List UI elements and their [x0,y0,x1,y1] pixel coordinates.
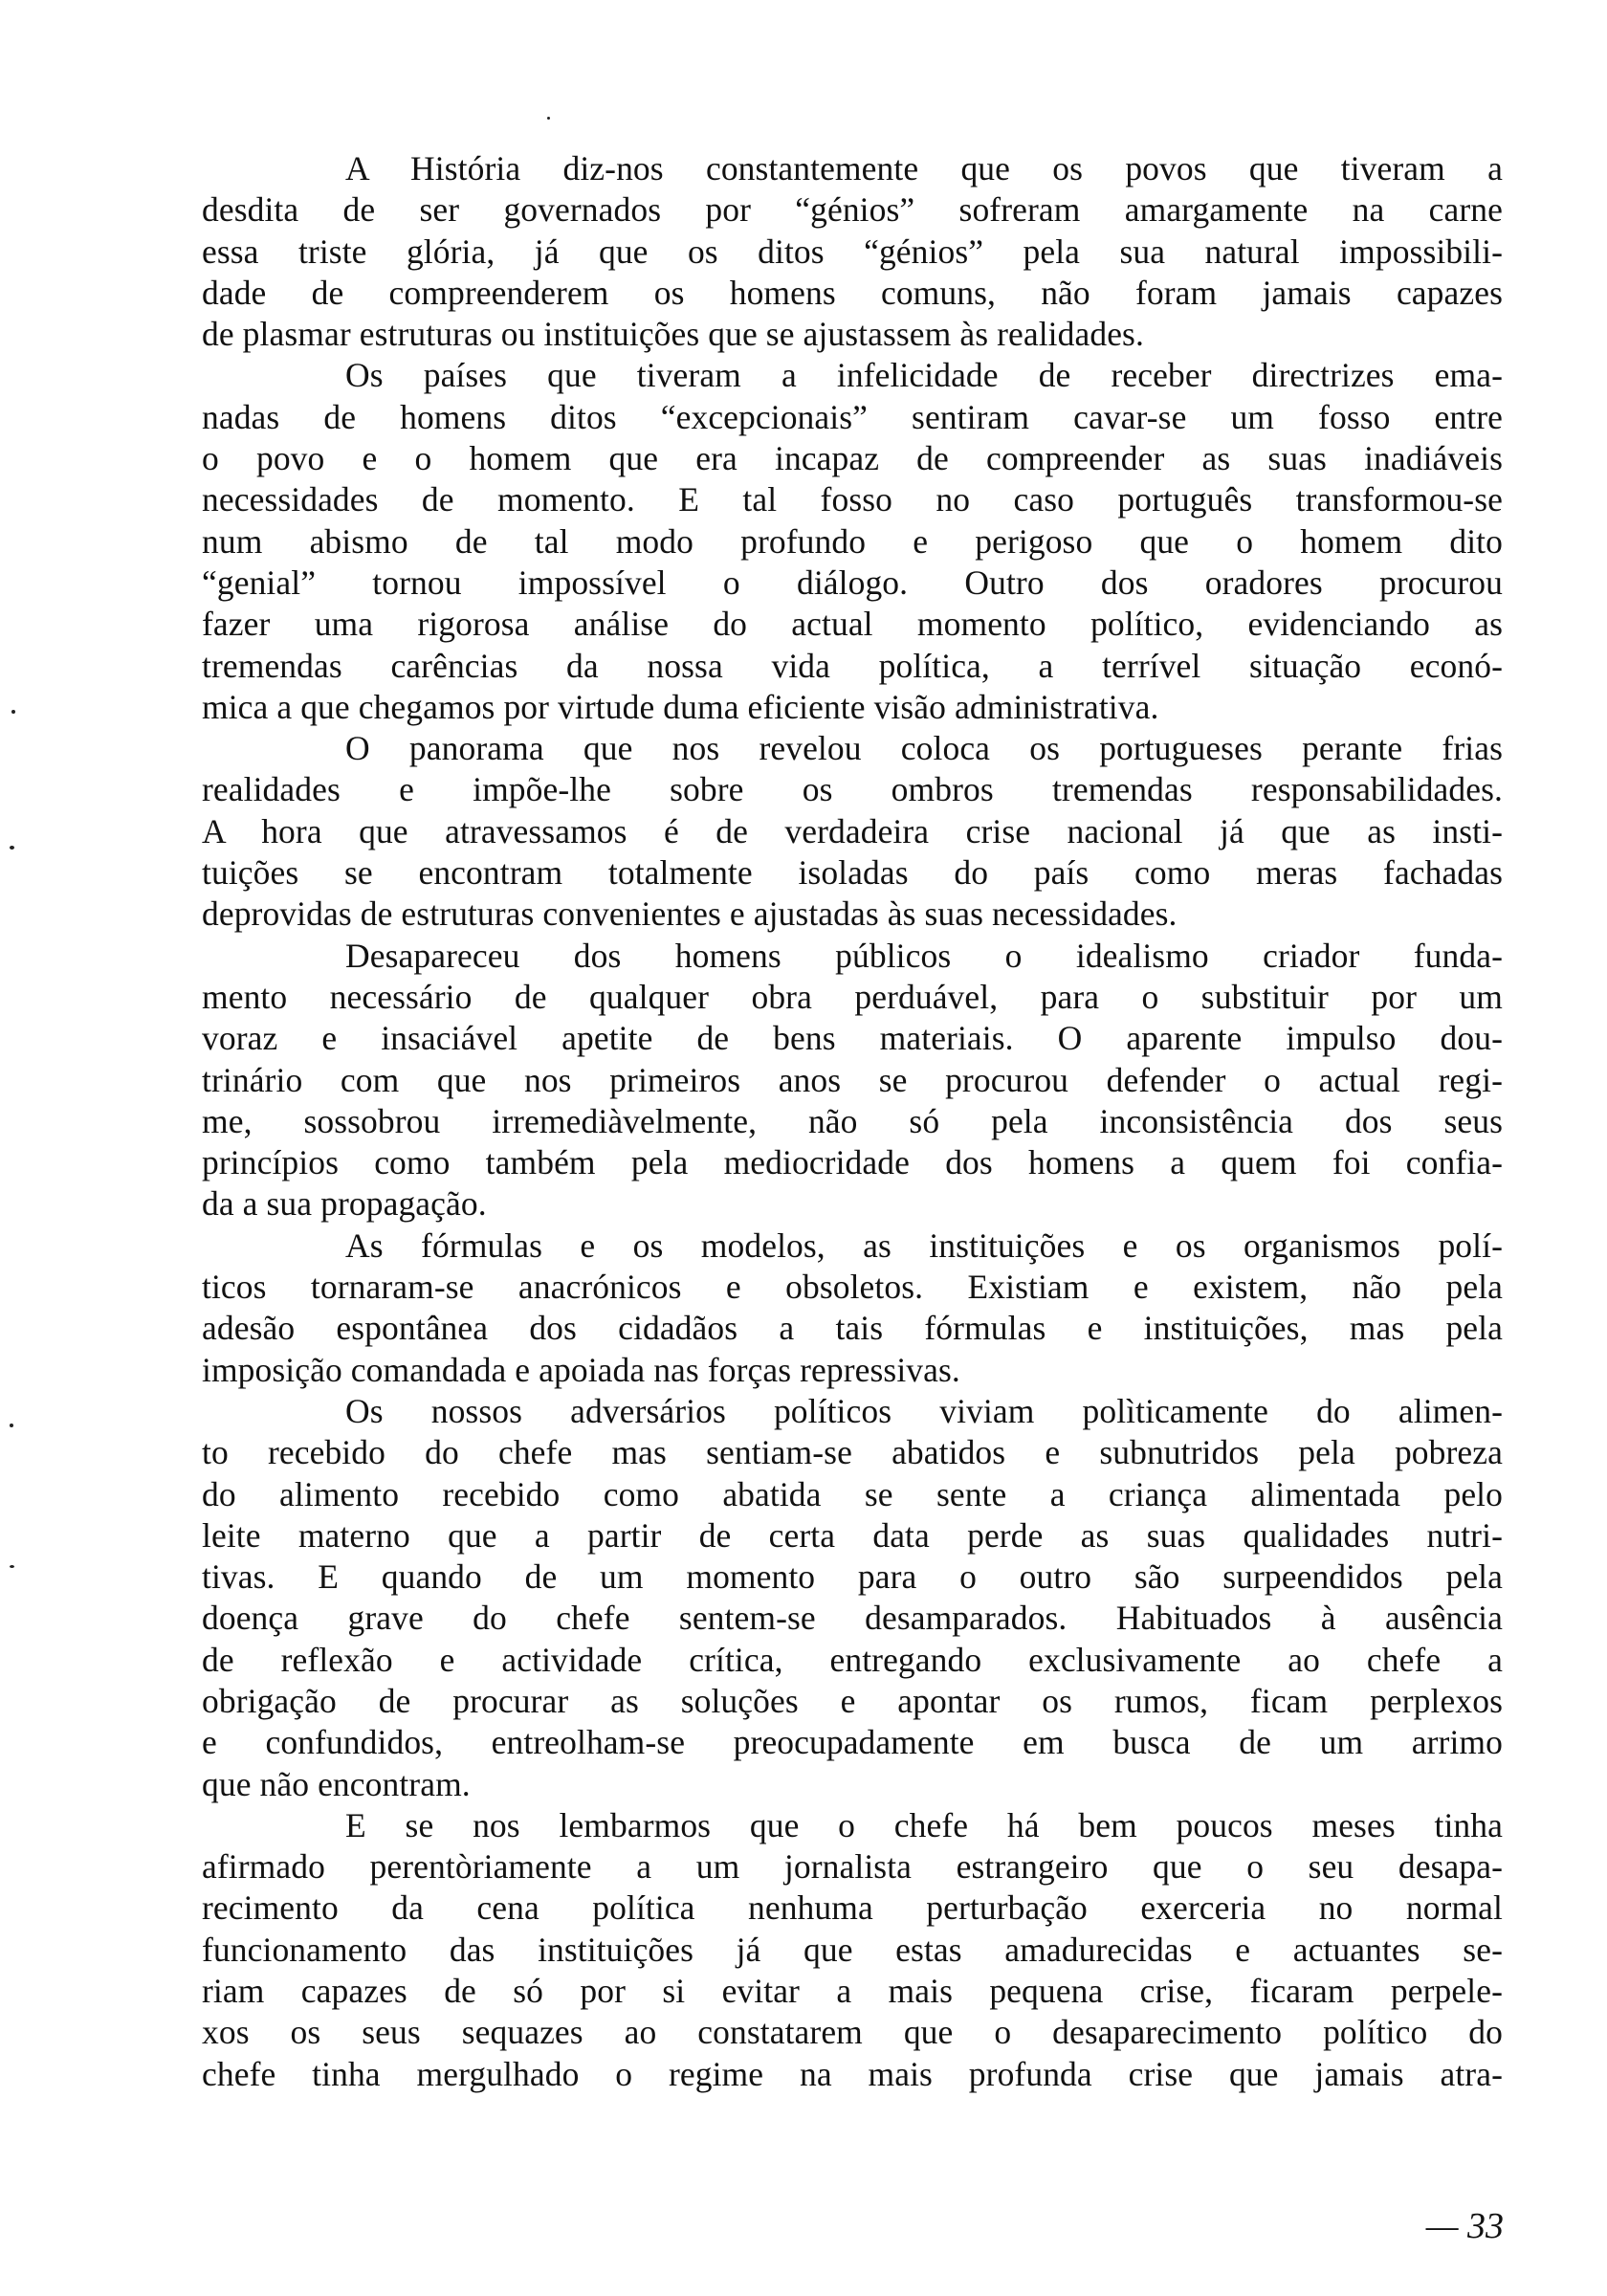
text-line: realidades e impõe-lhe sobre os ombros tremendas responsabilidades. [202,770,1503,809]
scan-speck [547,117,550,120]
text-line: me, sossobrou irremediàvelmente, não só pela inconsistência dos seus [202,1101,1503,1140]
text-line: de plasmar estruturas ou instituições que se ajustassem às realidades. [202,315,1144,354]
text-line: o povo e o homem que era incapaz de compreender as suas inadiáveis [202,439,1503,478]
text-line: afirmado perentòriamente a um jornalista estrangeiro que o seu desapa- [202,1847,1503,1887]
body-text [202,148,1503,2095]
text-line: obrigação de procurar as soluções e apontar os rumos, ficam perplexos [202,1681,1503,1720]
text-line: tuições se encontram totalmente isoladas do país como meras fachadas [202,853,1503,893]
text-line: deprovidas de estruturas convenientes e ajustadas às suas necessidades. [202,894,1178,934]
scan-speck [10,1424,13,1427]
scan-speck [10,1565,14,1568]
text-line: “genial” tornou impossível o diálogo. Outro dos oradores procurou [202,563,1503,602]
text-line: imposição comandada e apoiada nas forças repressivas. [202,1350,960,1389]
text-line: mica a que chegamos por virtude duma eficiente visão administrativa. [202,687,1159,726]
text-line: riam capazes de só por si evitar a mais pequena crise, ficaram perpele- [202,1972,1503,2011]
page-number: — 33 [1425,2206,1504,2246]
text-line: A História diz-nos constantemente que os povos que tiveram a [345,149,1503,188]
text-line: desdita de ser governados por “génios” sofreram amargamente na carne [202,190,1503,230]
text-line: essa triste glória, já que os ditos “génios” pela sua natural impossibili- [202,232,1503,271]
text-line: do alimento recebido como abatida se sente a criança alimentada pelo [202,1474,1503,1513]
text-line: mento necessário de qualquer obra perduável, para o substituir por um [202,977,1503,1016]
scan-speck [11,710,15,714]
text-line: Os países que tiveram a infelicidade de receber directrizes ema- [345,356,1503,395]
text-line: Os nossos adversários políticos viviam polìticamente do alimen- [345,1391,1503,1430]
text-line: Desapareceu dos homens públicos o idealismo criador funda- [345,936,1503,975]
text-line: tremendas carências da nossa vida política, a terrível situação econó- [202,646,1503,685]
text-line: adesão espontânea dos cidadãos a tais fórmulas e instituições, mas pela [202,1309,1503,1348]
text-line: da a sua propagação. [202,1184,487,1224]
text-line: dade de compreenderem os homens comuns, não foram jamais capazes [202,273,1503,312]
text-line: O panorama que nos revelou coloca os portugueses perante frias [345,729,1503,768]
text-line: recimento da cena política nenhuma perturbação exerceria no normal [202,1888,1503,1928]
text-line: funcionamento das instituições já que estas amadurecidas e actuantes se- [202,1930,1503,1969]
text-line: ticos tornaram-se anacrónicos e obsoletos. Existiam e existem, não pela [202,1268,1503,1307]
text-line: xos os seus sequazes ao constatarem que o desaparecimento político do [202,2013,1503,2052]
text-line: voraz e insaciável apetite de bens materiais. O aparente impulso dou- [202,1019,1503,1058]
text-line: que não encontram. [202,1764,471,1803]
text-line: de reflexão e actividade crítica, entregando exclusivamente ao chefe a [202,1640,1503,1679]
text-line: A hora que atravessamos é de verdadeira crise nacional já que as insti- [202,811,1503,850]
text-line: fazer uma rigorosa análise do actual momento político, evidenciando as [202,605,1503,644]
text-line: doença grave do chefe sentem-se desamparados. Habituados à ausência [202,1599,1503,1638]
text-line: e confundidos, entreolham-se preocupadamente em busca de um arrimo [202,1723,1503,1762]
text-line: E se nos lembarmos que o chefe há bem poucos meses tinha [345,1805,1503,1844]
text-line: leite materno que a partir de certa data perde as suas qualidades nutri- [202,1515,1503,1555]
text-line: num abismo de tal modo profundo e perigoso que o homem dito [202,521,1503,561]
scan-speck [10,846,14,850]
text-line: to recebido do chefe mas sentiam-se abatidos e subnutridos pela pobreza [202,1433,1503,1472]
text-line: princípios como também pela mediocridade dos homens a quem foi confia- [202,1143,1503,1182]
text-line: necessidades de momento. E tal fosso no caso português transformou-se [202,480,1503,519]
text-line: trinário com que nos primeiros anos se procurou defender o actual regi- [202,1060,1503,1099]
text-line: chefe tinha mergulhado o regime na mais profunda crise que jamais atra- [202,2054,1503,2093]
text-line: tivas. E quando de um momento para o outro são surpeendidos pela [202,1557,1503,1597]
text-line: As fórmulas e os modelos, as instituições e os organismos polí- [345,1225,1503,1265]
text-line: nadas de homens ditos “excepcionais” sentiram cavar-se um fosso entre [202,397,1503,436]
